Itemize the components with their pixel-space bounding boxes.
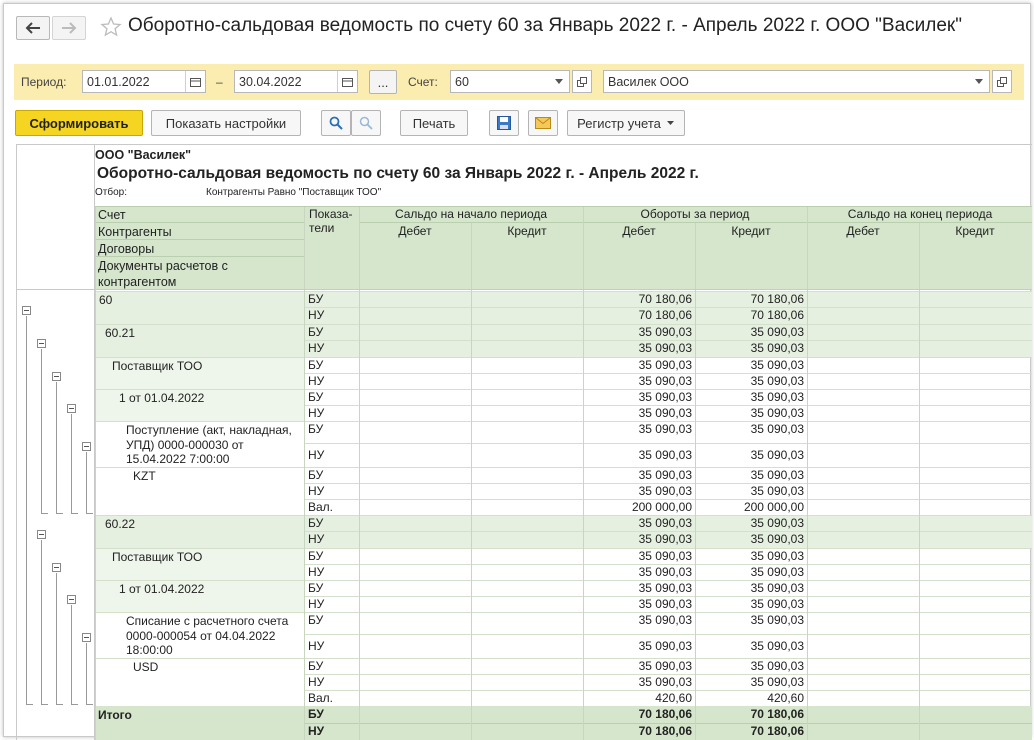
turnover-credit-cell: 35 090,03 xyxy=(750,358,804,372)
header-opening: Сальдо на начало периода xyxy=(394,207,548,221)
favorite-star-icon[interactable] xyxy=(100,16,122,38)
collapse-toggle-icon[interactable] xyxy=(52,372,61,381)
report-sheet xyxy=(16,144,1032,740)
date-to-value: 30.04.2022 xyxy=(239,75,302,89)
tree-connector xyxy=(56,382,57,513)
collapse-toggle-icon[interactable] xyxy=(37,530,46,539)
total-turnover-credit: 70 180,06 xyxy=(750,707,804,721)
row-indicator: БУ xyxy=(308,422,324,436)
date-to-input[interactable] xyxy=(234,70,358,93)
tree-connector xyxy=(41,349,42,513)
row-divider xyxy=(95,357,304,358)
header-contract: Договоры xyxy=(98,242,155,256)
generate-button[interactable]: Сформировать xyxy=(15,110,143,136)
row-indicator: БУ xyxy=(308,613,324,627)
tree-connector xyxy=(86,452,87,513)
row-name: Поставщик ТОО xyxy=(112,359,203,373)
forward-button[interactable] xyxy=(52,16,86,40)
window-title: Оборотно-сальдовая ведомость по счету 60 за Январь 2022 г. - Апрель 2022 г. ООО "Василек" xyxy=(128,15,962,36)
filter-label: Отбор: xyxy=(95,187,127,198)
collapse-toggle-icon[interactable] xyxy=(52,563,61,572)
organization-value: Василек ООО xyxy=(608,75,689,89)
row-name: 60.21 xyxy=(105,326,136,340)
turnover-credit-cell: 35 090,03 xyxy=(750,675,804,689)
collapse-toggle-icon[interactable] xyxy=(37,339,46,348)
calendar-icon[interactable] xyxy=(337,71,357,92)
row-divider xyxy=(95,658,304,659)
turnover-credit-cell: 35 090,03 xyxy=(750,374,804,388)
row-divider xyxy=(95,612,304,613)
turnover-credit-cell: 420,60 xyxy=(767,691,804,705)
body-top-border xyxy=(17,289,1032,290)
turnover-debit-cell: 35 090,03 xyxy=(638,613,692,627)
row-indicator: БУ xyxy=(308,292,324,306)
row-indicator: БУ xyxy=(308,549,324,563)
turnover-credit-cell: 35 090,03 xyxy=(750,406,804,420)
turnover-debit-cell: 35 090,03 xyxy=(638,374,692,388)
report-org: ООО "Василек" xyxy=(95,148,192,162)
row-indicator: Вал. xyxy=(308,691,334,705)
organization-select[interactable] xyxy=(603,70,990,93)
open-organization-button[interactable] xyxy=(992,70,1012,93)
header-top-border xyxy=(95,206,1032,207)
row-indicator: НУ xyxy=(308,448,325,462)
tree-connector xyxy=(41,540,42,704)
turnover-credit-cell: 70 180,06 xyxy=(750,308,804,322)
turnover-debit-cell: 35 090,03 xyxy=(638,639,692,653)
row-indicator: НУ xyxy=(308,374,325,388)
row-name: KZT xyxy=(133,469,156,483)
header-closing: Сальдо на конец периода xyxy=(847,207,993,221)
period-label: Период: xyxy=(21,75,67,89)
report-title: Оборотно-сальдовая ведомость по счету 60 за Январь 2022 г. - Апрель 2022 г. xyxy=(97,165,699,182)
tree-connector xyxy=(56,704,63,705)
row-divider xyxy=(95,548,304,549)
turnover-credit-cell: 70 180,06 xyxy=(750,292,804,306)
print-button[interactable]: Печать xyxy=(400,110,468,136)
header-turnover-credit: Кредит xyxy=(731,224,771,238)
column-divider xyxy=(359,206,360,740)
total-turnover-debit: 70 180,06 xyxy=(638,724,692,738)
row-indicator: БУ xyxy=(308,358,324,372)
period-select-button[interactable]: ... xyxy=(369,70,397,94)
parameters-panel xyxy=(14,64,1024,100)
turnover-credit-cell: 35 090,03 xyxy=(750,565,804,579)
turnover-debit-cell: 200 000,00 xyxy=(631,500,692,514)
register-label: Регистр учета xyxy=(577,115,661,131)
turnover-credit-cell: 35 090,03 xyxy=(750,549,804,563)
row-divider xyxy=(95,421,304,422)
collapse-toggle-icon[interactable] xyxy=(22,306,31,315)
header-closing-debit: Дебет xyxy=(846,224,880,238)
save-button[interactable] xyxy=(489,110,519,136)
turnover-credit-cell: 35 090,03 xyxy=(750,484,804,498)
row-indicator: Вал. xyxy=(308,500,334,514)
tree-connector xyxy=(71,414,72,513)
row-divider xyxy=(95,291,304,292)
calendar-icon[interactable] xyxy=(185,71,205,92)
tree-connector xyxy=(41,513,48,514)
turnover-debit-cell: 35 090,03 xyxy=(638,516,692,530)
row-name: 60 xyxy=(99,293,113,307)
search-reset-button[interactable] xyxy=(351,110,381,136)
account-value: 60 xyxy=(455,75,469,89)
turnover-credit-cell: 200 000,00 xyxy=(743,500,804,514)
turnover-credit-cell: 35 090,03 xyxy=(750,659,804,673)
row-indicator: НУ xyxy=(308,308,325,322)
search-icon xyxy=(329,116,343,130)
open-link-icon xyxy=(577,77,587,87)
row-indicator: НУ xyxy=(308,565,325,579)
total-turnover-credit: 70 180,06 xyxy=(750,724,804,738)
tree-connector xyxy=(26,704,33,705)
row-indicator: БУ xyxy=(308,581,324,595)
period-dash: – xyxy=(216,75,223,89)
tree-connector xyxy=(86,643,87,704)
date-from-input[interactable] xyxy=(82,70,206,93)
turnover-debit-cell: 35 090,03 xyxy=(638,659,692,673)
arrow-right-icon xyxy=(61,22,77,34)
row-indicator: НУ xyxy=(308,532,325,546)
tree-connector xyxy=(71,605,72,704)
turnover-debit-cell: 35 090,03 xyxy=(638,675,692,689)
header-divider xyxy=(95,222,304,223)
row-name: 1 от 01.04.2022 xyxy=(119,582,205,596)
chevron-down-icon[interactable] xyxy=(969,71,989,92)
header-account: Счет xyxy=(98,208,126,222)
report-window xyxy=(3,3,1031,737)
header-indicators: Показа- тели xyxy=(309,207,353,235)
tree-connector xyxy=(56,573,57,704)
back-button[interactable] xyxy=(16,16,50,40)
row-indicator: БУ xyxy=(308,325,324,339)
turnover-credit-cell: 35 090,03 xyxy=(750,532,804,546)
column-divider xyxy=(471,223,472,740)
turnover-debit-cell: 35 090,03 xyxy=(638,325,692,339)
row-name: Поступление (акт, накладная, УПД) 0000-000030 от 15.04.2022 7:00:00 xyxy=(126,423,292,466)
filter-value: Контрагенты Равно "Поставщик ТОО" xyxy=(206,187,382,198)
turnover-credit-cell: 35 090,03 xyxy=(750,639,804,653)
row-indicator: НУ xyxy=(308,484,325,498)
column-divider xyxy=(95,206,96,740)
column-divider xyxy=(807,206,808,740)
tree-connector xyxy=(26,316,27,704)
collapse-toggle-icon[interactable] xyxy=(82,442,91,451)
turnover-credit-cell: 35 090,03 xyxy=(750,341,804,355)
tree-connector xyxy=(41,704,48,705)
chevron-down-icon xyxy=(667,121,675,126)
row-indicator: БУ xyxy=(308,468,324,482)
turnover-debit-cell: 35 090,03 xyxy=(638,597,692,611)
turnover-debit-cell: 35 090,03 xyxy=(638,532,692,546)
header-counterparty: Контрагенты xyxy=(98,225,172,239)
title-bar xyxy=(4,4,1030,54)
header-opening-debit: Дебет xyxy=(398,224,432,238)
turnover-debit-cell: 35 090,03 xyxy=(638,358,692,372)
turnover-debit-cell: 35 090,03 xyxy=(638,341,692,355)
header-divider xyxy=(95,239,304,240)
header-turnover: Обороты за период xyxy=(640,207,750,221)
turnover-debit-cell: 35 090,03 xyxy=(638,549,692,563)
turnover-debit-cell: 35 090,03 xyxy=(638,484,692,498)
turnover-credit-cell: 35 090,03 xyxy=(750,516,804,530)
row-name: Поставщик ТОО xyxy=(112,550,203,564)
row-divider xyxy=(95,467,304,468)
turnover-credit-cell: 35 090,03 xyxy=(750,597,804,611)
turnover-credit-cell: 35 090,03 xyxy=(750,448,804,462)
register-button[interactable] xyxy=(567,110,685,136)
column-divider xyxy=(583,206,584,740)
turnover-debit-cell: 35 090,03 xyxy=(638,581,692,595)
date-from-value: 01.01.2022 xyxy=(87,75,150,89)
turnover-debit-cell: 35 090,03 xyxy=(638,565,692,579)
collapse-toggle-icon[interactable] xyxy=(82,633,91,642)
row-name: Списание с расчетного счета 0000-000054 от 04.04.2022 18:00:00 xyxy=(126,614,289,657)
collapse-toggle-icon[interactable] xyxy=(67,595,76,604)
account-label: Счет: xyxy=(408,75,438,89)
floppy-disk-icon xyxy=(497,116,511,130)
total-indicator: НУ xyxy=(308,724,325,738)
account-select[interactable] xyxy=(450,70,570,93)
header-closing-credit: Кредит xyxy=(955,224,995,238)
turnover-debit-cell: 420,60 xyxy=(655,691,692,705)
tree-connector xyxy=(86,513,93,514)
turnover-credit-cell: 35 090,03 xyxy=(750,468,804,482)
turnover-debit-cell: 35 090,03 xyxy=(638,422,692,436)
search-button[interactable] xyxy=(321,110,351,136)
row-name: USD xyxy=(133,660,159,674)
row-indicator: НУ xyxy=(308,639,325,653)
turnover-credit-cell: 35 090,03 xyxy=(750,581,804,595)
open-link-icon xyxy=(997,77,1007,87)
column-divider xyxy=(695,223,696,740)
header-divider xyxy=(95,256,304,257)
total-label: Итого xyxy=(98,708,132,722)
row-indicator: БУ xyxy=(308,659,324,673)
search-clear-icon xyxy=(359,116,373,130)
tree-connector xyxy=(71,704,78,705)
row-indicator: НУ xyxy=(308,406,325,420)
turnover-credit-cell: 35 090,03 xyxy=(750,613,804,627)
tree-column-border xyxy=(94,145,95,740)
open-account-button[interactable] xyxy=(572,70,592,93)
row-indicator: НУ xyxy=(308,597,325,611)
turnover-credit-cell: 35 090,03 xyxy=(750,325,804,339)
tree-connector xyxy=(56,513,63,514)
turnover-debit-cell: 35 090,03 xyxy=(638,406,692,420)
turnover-credit-cell: 35 090,03 xyxy=(750,390,804,404)
tree-connector xyxy=(86,704,93,705)
column-divider xyxy=(304,206,305,740)
row-indicator: НУ xyxy=(308,675,325,689)
header-docs: Документы расчетов с контрагентом xyxy=(98,259,228,289)
row-indicator: НУ xyxy=(308,341,325,355)
header-turnover-debit: Дебет xyxy=(622,224,656,238)
tree-connector xyxy=(71,513,78,514)
total-indicator: БУ xyxy=(308,707,324,721)
row-name: 1 от 01.04.2022 xyxy=(119,391,205,405)
row-indicator: БУ xyxy=(308,516,324,530)
turnover-debit-cell: 70 180,06 xyxy=(638,292,692,306)
turnover-credit-cell: 35 090,03 xyxy=(750,422,804,436)
envelope-icon xyxy=(535,117,551,129)
row-divider xyxy=(95,580,304,581)
send-email-button[interactable] xyxy=(528,110,558,136)
row-divider xyxy=(304,443,1032,444)
header-opening-credit: Кредит xyxy=(507,224,547,238)
row-divider xyxy=(304,634,1032,635)
row-indicator: БУ xyxy=(308,390,324,404)
collapse-toggle-icon[interactable] xyxy=(67,404,76,413)
total-turnover-debit: 70 180,06 xyxy=(638,707,692,721)
row-divider xyxy=(95,515,304,516)
row-divider xyxy=(95,324,304,325)
turnover-debit-cell: 70 180,06 xyxy=(638,308,692,322)
turnover-debit-cell: 35 090,03 xyxy=(638,448,692,462)
column-divider xyxy=(919,223,920,740)
row-name: 60.22 xyxy=(105,517,136,531)
turnover-debit-cell: 35 090,03 xyxy=(638,390,692,404)
chevron-down-icon[interactable] xyxy=(549,71,569,92)
arrow-left-icon xyxy=(25,22,41,34)
turnover-debit-cell: 35 090,03 xyxy=(638,468,692,482)
row-divider xyxy=(95,389,304,390)
show-settings-button[interactable]: Показать настройки xyxy=(151,110,301,136)
